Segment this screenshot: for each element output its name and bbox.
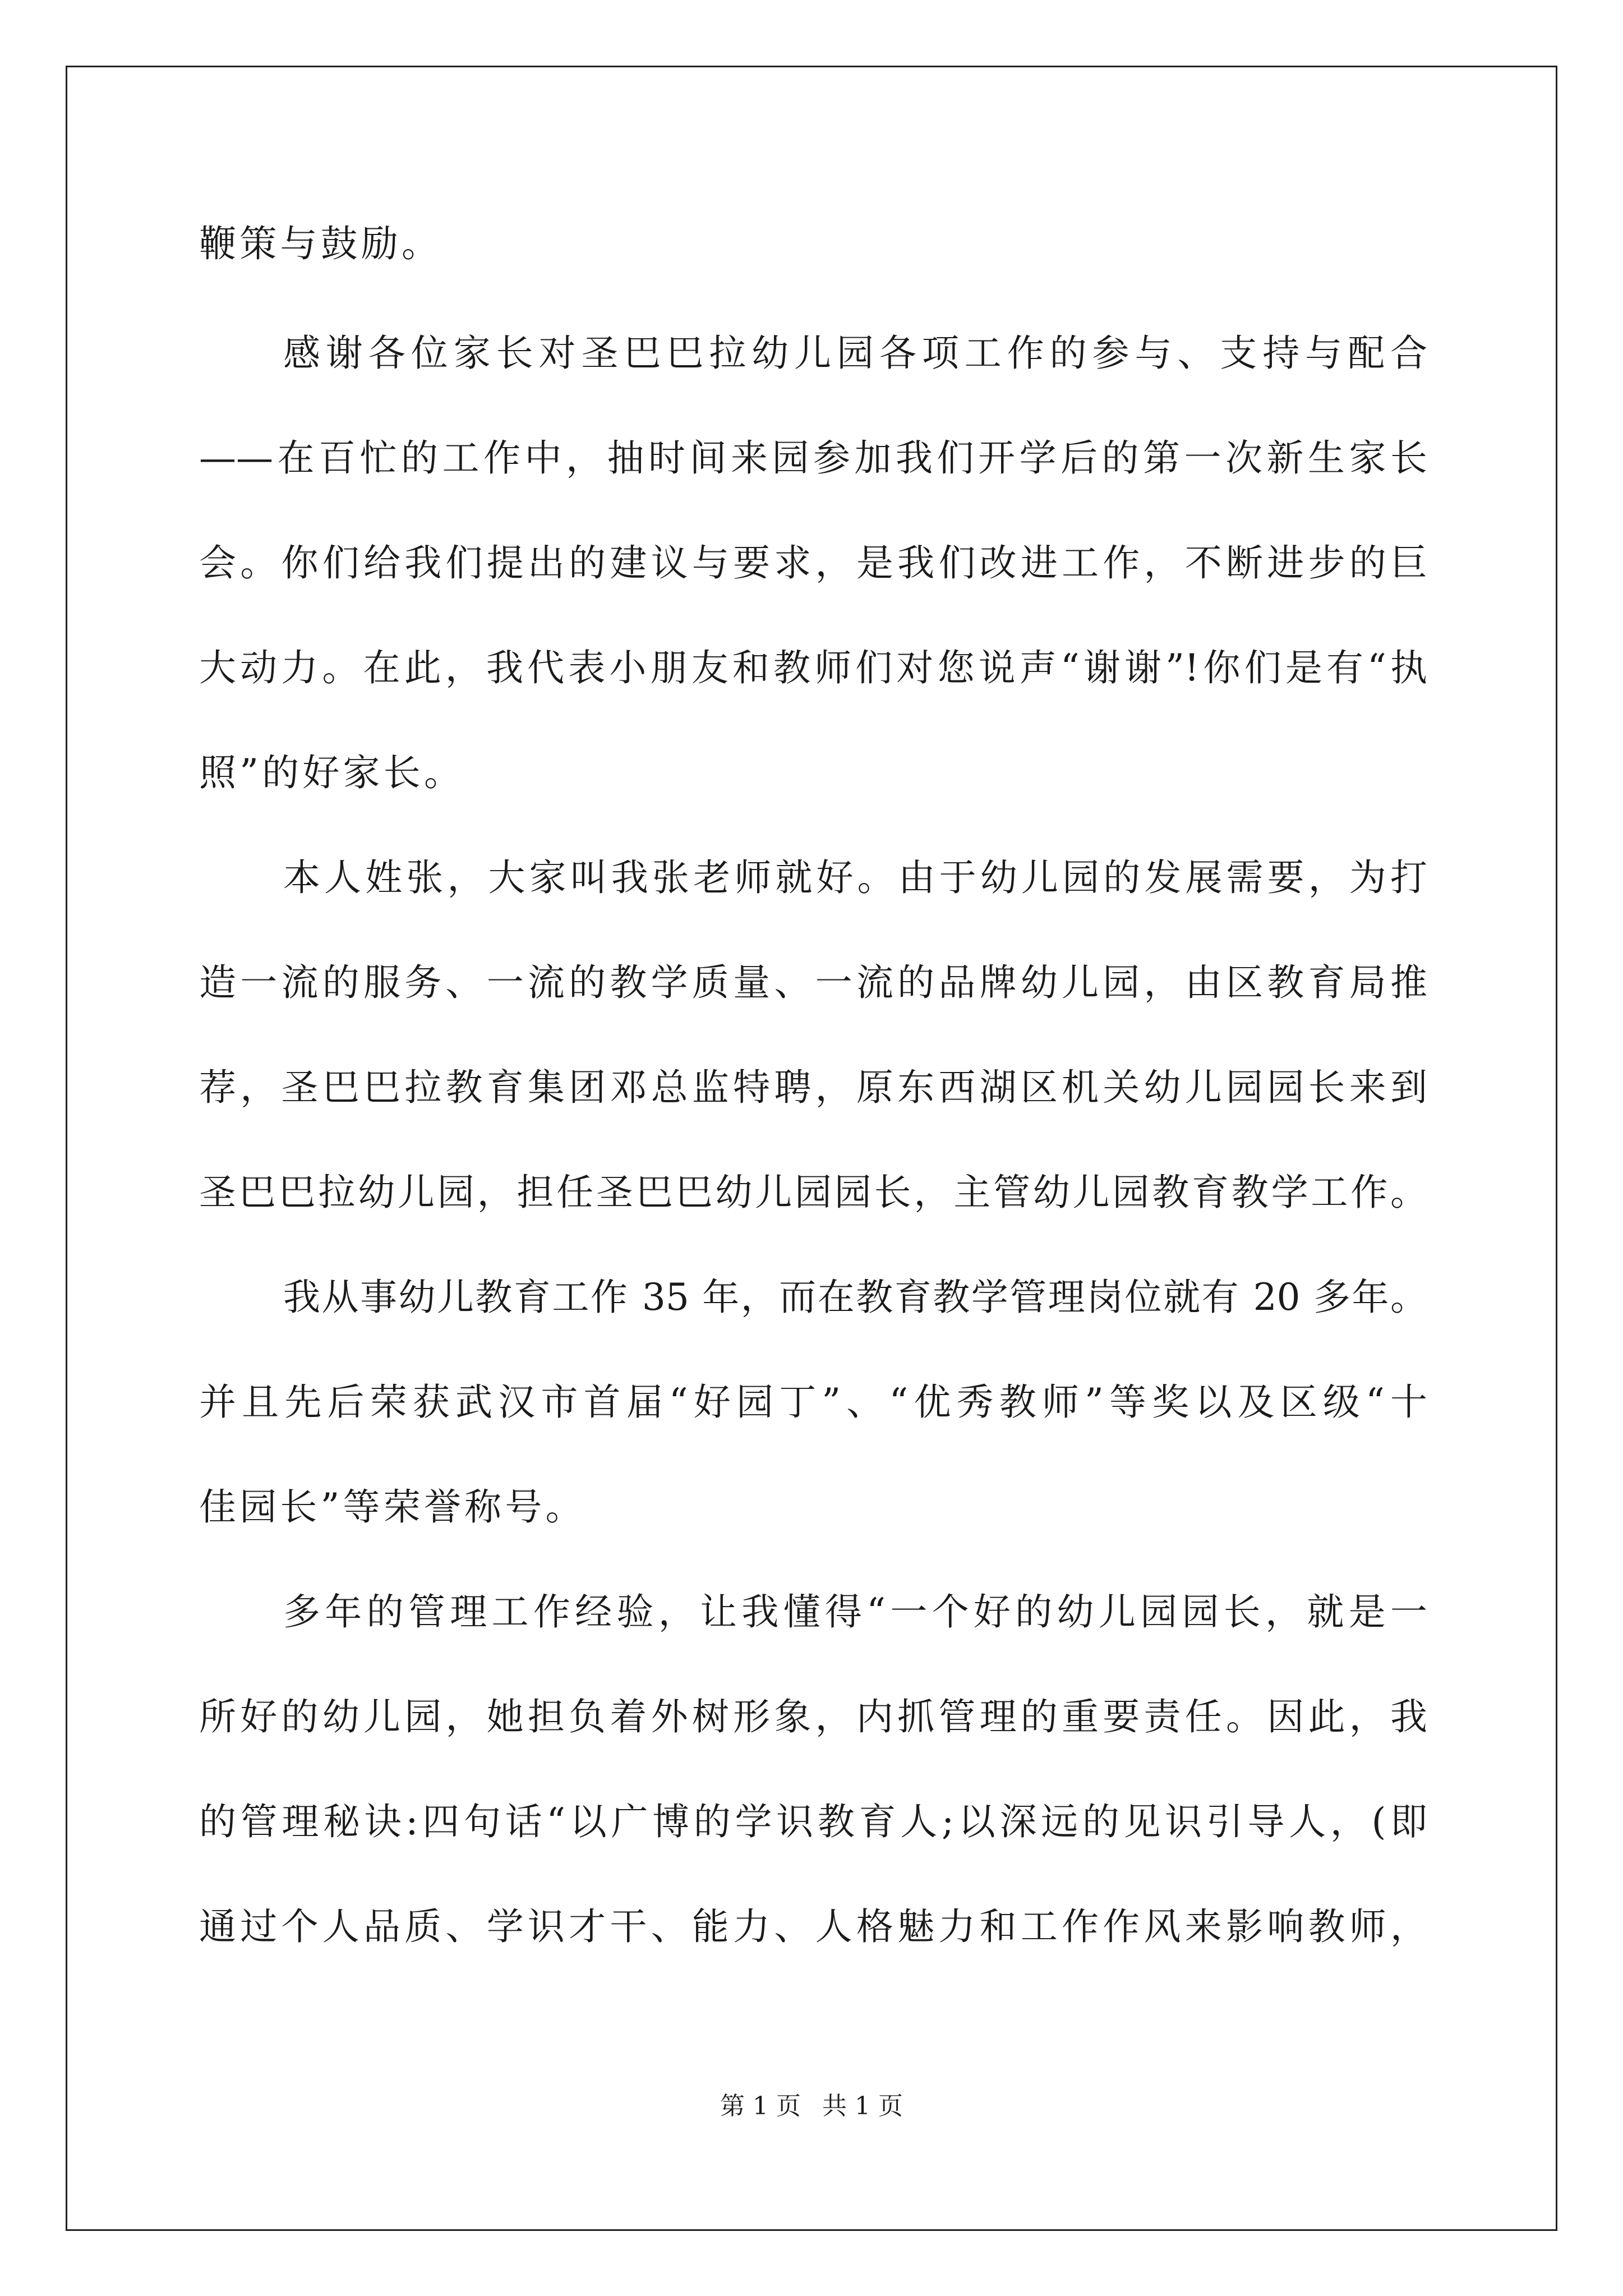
text-line: 鞭策与鼓励。 [199, 222, 442, 265]
text-line: 照”的好家长。 [199, 751, 465, 794]
text-line: 会。你们给我们提出的建议与要求，是我们改进工作，不断进步的巨 [199, 541, 1427, 585]
text-line: 所好的幼儿园，她担负着外树形象，内抓管理的重要责任。因此，我 [199, 1695, 1427, 1738]
text-line: 多年的管理工作经验，让我懂得“一个好的幼儿园园长，就是一 [283, 1590, 1427, 1634]
text-line: 我从事幼儿教育工作 35 年，而在教育教学管理岗位就有 20 多年。 [283, 1276, 1427, 1319]
text-line: 的管理秘诀:四句话“以广博的学识教育人;以深远的见识引导人，(即 [199, 1800, 1427, 1843]
text-line: 大动力。在此，我代表小朋友和教师们对您说声“谢谢”!你们是有“执 [199, 646, 1427, 689]
text-line: 并且先后荣获武汉市首届“好园丁”、“优秀教师”等奖以及区级“十 [199, 1381, 1427, 1424]
page-footer [0, 2090, 1623, 2123]
text-line: 通过个人品质、学识才干、能力、人格魅力和工作作风来影响教师， [199, 1905, 1427, 1948]
text-line: 造一流的服务、一流的教学质量、一流的品牌幼儿园，由区教育局推 [199, 961, 1427, 1004]
page-number: 第 1 页 [720, 2092, 801, 2120]
text-line: 佳园长”等荣誉称号。 [199, 1485, 586, 1529]
text-line: 感谢各位家长对圣巴巴拉幼儿园各项工作的参与、支持与配合 [283, 332, 1427, 375]
page-total: 共 1 页 [822, 2092, 903, 2120]
text-line: 圣巴巴拉幼儿园，担任圣巴巴幼儿园园长，主管幼儿园教育教学工作。 [199, 1171, 1427, 1214]
text-line: 本人姓张，大家叫我张老师就好。由于幼儿园的发展需要，为打 [283, 856, 1427, 899]
text-line: ——在百忙的工作中，抽时间来园参加我们开学后的第一次新生家长 [199, 436, 1427, 480]
text-line: 荐，圣巴巴拉教育集团邓总监特聘，原东西湖区机关幼儿园园长来到 [199, 1066, 1427, 1109]
